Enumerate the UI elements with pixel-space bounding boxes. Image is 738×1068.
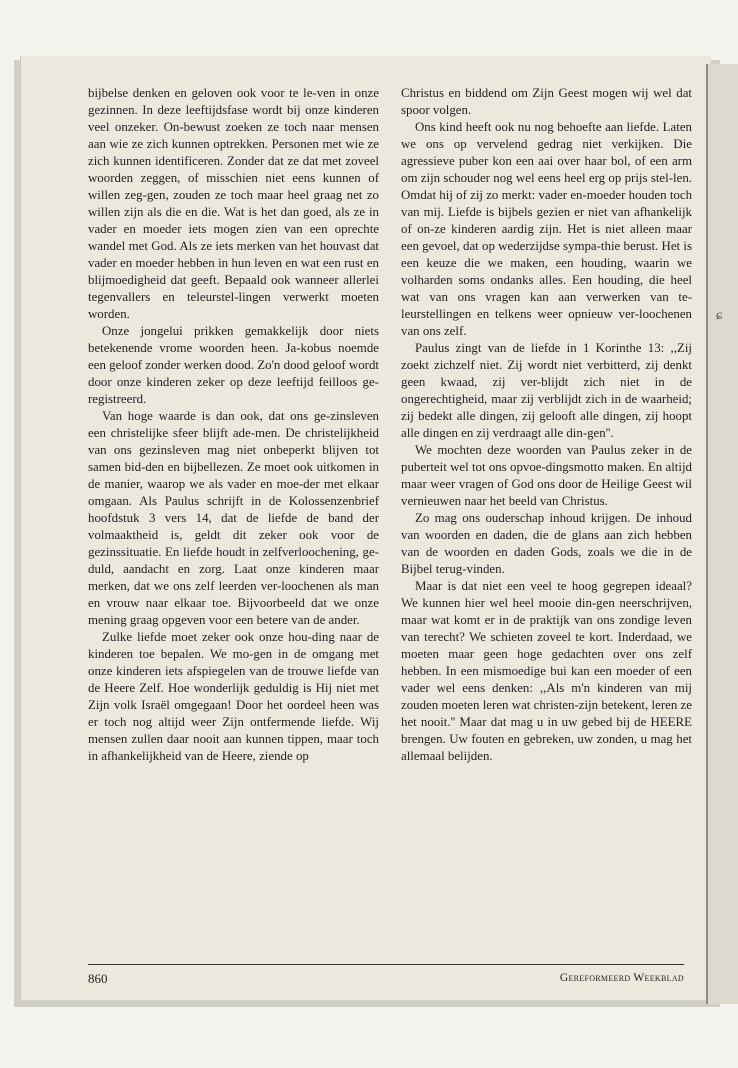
paragraph-left-3: Van hoge waarde is dan ook, dat ons ge-zinsleven een christelijke sfeer blijft ade-men. De christelijkheid van ons gezinsleven mag niet onbeperkt blijven tot samen bid-den en bijbellezen. Ze moet ook uitkomen in de manier, waarop we als vader en moe-der met elkaar omgaan. Als Paulus schrijft in de Kolossenzenbrief hoofdstuk 3 vers 14, dat de liefde de band der volmaaktheid is, geldt dit zeker ook voor de gezinssituatie. En liefde houdt in zelfverloochening, ge-duld, aandacht en zorg. Laat onze kinderen maar merken, dat we ons zelf leerden ver-loochenen als man en vrouw naar elkaar toe. Bijvoorbeeld dat we onze mening graag opgeven voor een betere van de ander. bbox=[88, 409, 379, 627]
adjacent-page-mark: ɕ bbox=[716, 308, 723, 323]
paragraph-right-1: Christus en biddend om Zijn Geest mogen wij wel dat spoor volgen. bbox=[401, 86, 692, 117]
footer-rule bbox=[88, 964, 684, 965]
paragraph-left-4: Zulke liefde moet zeker ook onze hou-ding naar de kinderen toe bepalen. We mo-gen in de omgang met onze kinderen iets afspiegelen van de trouwe liefde van de Heere Zelf. Hoe wonderlijk geduldig is Hij niet met Zijn volk Israël omgegaan! Door het oordeel heen was er toch nog altijd weer Zijn ontfermende liefde. Wij mensen zullen daar nooit aan kunnen tippen, maar toch in afhankelijkheid van de Heere, ziende op bbox=[88, 630, 379, 763]
right-column bbox=[401, 85, 692, 765]
page-number: 860 bbox=[88, 971, 108, 986]
paragraph-right-3: Paulus zingt van de liefde in 1 Korinthe 13: ,,Zij zoekt zichzelf niet. Zij wordt niet verbitterd, zij denkt geen kwaad, zij ver-blijdt zich niet in de ongerechtigheid, maar zij verblijdt zich in de waarheid; zij bedekt alle dingen, zij gelooft alle dingen, zij hoopt alle dingen en zij verdraagt alle din-gen''. bbox=[401, 341, 692, 440]
adjacent-page-edge bbox=[706, 64, 738, 1004]
paragraph-right-6: Maar is dat niet een veel te hoog gegrepen ideaal? We kunnen hier wel heel mooie din-gen neerschrijven, maar wat komt er in de praktijk van ons zondige leven van terecht? We schieten zoveel te kort. Inderdaad, we moeten maar geen hoge gedachten over ons zelf hebben. In een mismoedige bui kan een moeder of een vader wel eens denken: ,,Als m'n kinderen van mij zouden moeten leren wat christen-zijn betekent, leren ze het nooit.'' Maar dat mag u in uw gebed bij de HEERE brengen. Uw fouten en gebreken, uw zonden, u mag het allemaal belijden. bbox=[401, 579, 692, 763]
paragraph-right-2: Ons kind heeft ook nu nog behoefte aan liefde. Laten we ons op vervelend gedrag niet verkijken. Die agressieve puber kon een aai over haar bol, of een arm om zijn schouder nog wel eens heel erg op prijs stel-len. Omdat hij of zij zo merkt: vader en-moeder houden toch van mij. Liefde is bijbels gezien er niet van afhankelijk of on-ze kinderen aardig zijn. Het is niet alleen maar een gevoel, dat op wederzijdse sympa-thie berust. Het is een keuze die we maken, een houding, waarin we volharden soms ondanks alles. Een houding, die heel wat van ons vragen kan aan verwerken van te-leurstellingen en telkens weer opnieuw ver-loochenen van ons zelf. bbox=[401, 120, 693, 338]
left-column bbox=[88, 85, 379, 765]
paragraph-left-1: bijbelse denken en geloven ook voor te le-ven in onze gezinnen. In deze leeftijdsfase wordt bij onze kinderen veel onzeker. On-bewust zoeken ze toch naar mensen aan wie ze zich kunnen optrekken. Personen met wie ze zich kunnen identificeren. Zonder dat ze dat met zoveel woorden zeggen, of misschien niet eens kunnen of willen zeg-gen, zouden ze toch maar heel graag net zo willen zijn als die en die. Wat is het dan goed, als ze in vader en moeder iets mogen zien van een oprechte wandel met God. Als ze iets merken van het houvast dat vader en moeder hebben in hun leven en wat een rust en blijmoedigheid dat geeft. Bepaald ook wanneer allerlei tegenvallers en teleurstel-lingen verwerkt moeten worden. bbox=[88, 86, 379, 321]
paragraph-right-4: We mochten deze woorden van Paulus zeker in de puberteit wel tot ons opvoe-dingsmotto maken. En altijd maar weer vragen of God ons door de Heilige Geest wil vernieuwen naar het beeld van Christus. bbox=[401, 443, 692, 508]
running-head: Gereformeerd Weekblad bbox=[559, 972, 684, 984]
paragraph-left-2: Onze jongelui prikken gemakkelijk door niets betekenende vrome woorden heen. Ja-kobus noemde een geloof zonder werken dood. Zo'n dood geloof wordt door onze kinderen zeker op deze leeftijd feilloos ge-registreerd. bbox=[88, 324, 379, 406]
paragraph-right-5: Zo mag ons ouderschap inhoud krijgen. De inhoud van woorden en daden, die de glans aan zich hebben van de woorden en daden Gods, zoals we die in de Bijbel terug-vinden. bbox=[401, 511, 692, 576]
